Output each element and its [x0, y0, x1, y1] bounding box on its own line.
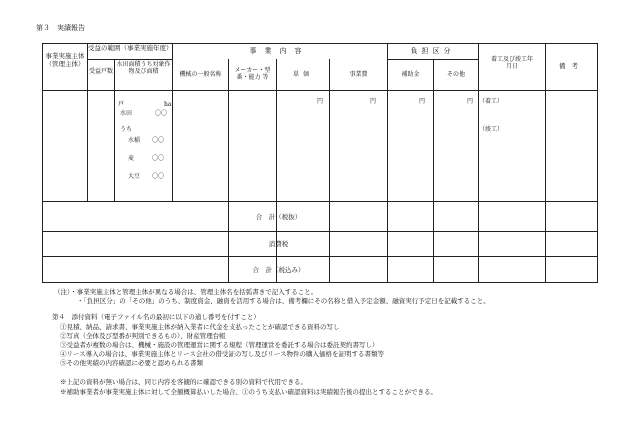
hectare-unit: ha: [164, 101, 172, 108]
crop-rice-label: 水稲: [128, 137, 141, 144]
attachment-item-3: ③受益者が複数の場合は、機械・施設の管理運営に関する規程（管理運営を委託する場合は委託契約書写し）: [60, 341, 379, 349]
tax-label: 消費税: [268, 240, 289, 248]
header-burden-category: 負担区分: [410, 47, 455, 55]
attachment-footnote-2: ※補助事業者が事業実施主体に対して全額概算払いした場合、①のうち支払い確認資料は実績報告後の提出とすることができる。: [60, 388, 437, 396]
section-4-title: 第４ 添付資料（電子ファイル名の最初に以下の通し番号を付すこと）: [52, 313, 260, 321]
total-label: 合 計（税込み）: [252, 266, 305, 274]
header-implementer: 事業実施主体（管理主体）: [45, 52, 85, 68]
attachment-item-4: ④リース導入の場合は、事業実施主体とリース会社の借受証の写し及びリース物件の購入価格を証明する書類等: [60, 350, 385, 358]
finish-date-label: （竣工）: [479, 126, 504, 133]
header-remarks: 備考: [559, 62, 584, 70]
subtotal-label: 合 計（税抜）: [255, 213, 302, 221]
household-unit: 戸: [118, 101, 125, 108]
header-unit-price: 単価: [292, 71, 313, 78]
header-benefit-scope: 受益の範囲（事業実施年度）: [88, 44, 173, 52]
header-beneficiary-households: 受益戸数: [88, 68, 113, 75]
crop-wheat-value: 〇〇: [152, 155, 165, 162]
crop-of-which-label: うち: [120, 126, 133, 133]
yen-subsidy: 円: [419, 98, 426, 105]
crop-paddy-value: 〇〇: [155, 110, 168, 117]
crop-rice-value: 〇〇: [152, 137, 165, 144]
attachment-item-1: ①見積、納品、請求書、事業実施主体が納入業者に代金を支払ったことが確認できる資料の写し: [60, 323, 340, 331]
crop-wheat-label: 麦: [128, 155, 135, 162]
yen-project-cost: 円: [370, 98, 377, 105]
crop-paddy-label: 水田: [120, 110, 133, 117]
crop-soybean-value: 〇〇: [152, 173, 165, 180]
header-other: その他: [446, 71, 465, 78]
header-dates: 着工及び竣工年月日: [490, 56, 533, 70]
header-paddy-area: 水田面積うち対象作物及び面積: [116, 61, 171, 75]
yen-unit-price: 円: [317, 98, 324, 105]
header-machine-name: 機械の一般名称: [179, 71, 222, 78]
header-project-content: 事業内容: [249, 47, 310, 55]
crop-soybean-label: 大豆: [128, 173, 141, 180]
attachment-footnote-1: ※上記の資料が無い場合は、同じ内容を客観的に確認できる別の資料で代用できる。: [60, 378, 307, 386]
note-line-1: （注）・事業実施主体と管理主体が異なる場合は、管理主体名を括弧書きで記入すること。: [54, 288, 318, 296]
header-maker-model: メーカー・型番・能力 等: [234, 67, 271, 81]
section-3-title: 第３ 実績報告: [36, 24, 85, 32]
attachment-item-2: ②写真（全体及び型番が判別できるもの）、財産管理台帳: [60, 332, 226, 340]
header-subsidy: 補助金: [401, 71, 420, 78]
attachment-item-5: ⑤その他実績の内容確認に必要と認められる書類: [60, 359, 203, 367]
yen-other: 円: [467, 98, 474, 105]
note-line-2: ・「負担区分」の「その他」のうち、制度資金、融資を活用する場合は、備考欄にその名称と借入予定金額、融資実行予定日を記載すること。: [77, 297, 490, 305]
start-date-label: （着工）: [479, 98, 504, 105]
header-project-cost: 事業費: [349, 71, 368, 78]
